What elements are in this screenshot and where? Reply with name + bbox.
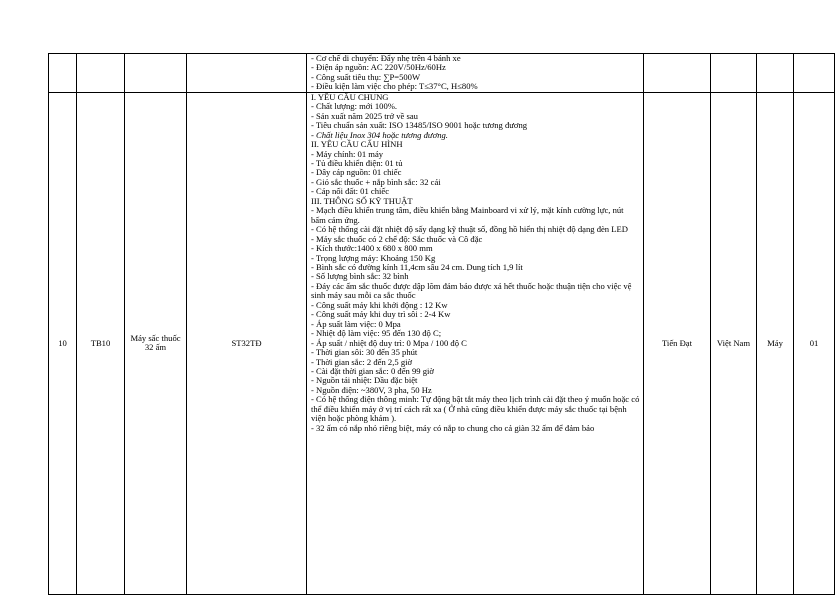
spec-line: - Kích thước:1400 x 680 x 800 mm xyxy=(311,243,433,254)
spec-line: - Có hệ thống điện thông minh: Tự động bật tắt máy theo lịch trình cài đặt theo ý muốn hoặc có thể điều khiển máy ở vị trí cách rất xa ( Ở nhà cũng điều khiển được máy sắc thuốc tại bệnh viện hoặc phòng khám ). xyxy=(311,394,640,424)
spec-lines xyxy=(311,93,640,545)
spec-line: - Mạch điều khiển trung tâm, điều khiển bằng Mainboard vi xử lý, mặt kính cường lực, nút bấm cảm ứng. xyxy=(311,205,624,225)
spec-line: - Bình sắc có đường kính 11,4cm sâu 24 cm. Dung tích 1,9 lít xyxy=(311,261,523,272)
spec-table xyxy=(48,53,835,595)
table-row-prev xyxy=(49,54,835,93)
manufacturer-cell: Tiến Đạt xyxy=(644,92,711,594)
spec-line: - Giỏ sắc thuốc + nắp bình sắc: 32 cái xyxy=(311,176,441,187)
cell-empty xyxy=(711,54,757,93)
spec-line: - Số lượng bình sắc: 32 bình xyxy=(311,271,409,282)
spec-line: - Thời gian sắc: 2 đến 2,5 giờ xyxy=(311,356,413,367)
spec-line: - Nhiệt độ làm việc: 95 đến 130 độ C; xyxy=(311,328,442,339)
spec-line: - Máy sắc thuốc có 2 chế độ: Sắc thuốc và Cô đặc xyxy=(311,233,483,244)
spec-cell xyxy=(307,92,644,594)
spec-line: - Cáp nối đất: 01 chiếc xyxy=(311,186,390,197)
spec-line: - Áp suất / nhiệt độ duy trì: 0 Mpa / 100 độ C xyxy=(311,337,467,348)
cell-empty xyxy=(187,54,307,93)
model-cell: ST32TĐ xyxy=(187,92,307,594)
spec-line: - Nguồn điện: ~380V, 3 pha, 50 Hz xyxy=(311,384,432,395)
spec-line: - Máy chính: 01 máy xyxy=(311,148,384,159)
cell-empty xyxy=(49,54,77,93)
spec-line: - Nguồn tải nhiệt: Dầu đặc biệt xyxy=(311,375,418,386)
spec-line: - Công suất máy khi duy trì sôi : 2-4 Kw xyxy=(311,309,451,320)
spec-line: - Có hệ thống cài đặt nhiệt độ sấy dạng kỹ thuật số, đồng hồ hiển thị nhiệt độ dạng đèn LED xyxy=(311,224,628,235)
cell-empty xyxy=(757,54,794,93)
spec-line: - Sản xuất năm 2025 trở về sau xyxy=(311,110,418,121)
quantity-cell: 01 xyxy=(794,92,835,594)
origin-cell: Việt Nam xyxy=(711,92,757,594)
spec-line: - Thời gian sôi: 30 đến 35 phút xyxy=(311,347,418,358)
spec-line: - Điều kiện làm việc cho phép: T≤37°C, H≤80% xyxy=(311,81,478,92)
spec-line: - Tiêu chuẩn sản xuất: ISO 13485/ISO 9001 hoặc tương đương xyxy=(311,120,528,131)
spec-line: III. THÔNG SỐ KỸ THUẬT xyxy=(311,195,413,206)
spec-line: - Điện áp nguồn: AC 220V/50Hz/60Hz xyxy=(311,62,446,73)
prev-spec-cell xyxy=(307,54,644,93)
spec-line: II. YÊU CẦU CẤU HÌNH xyxy=(311,139,403,150)
spec-line: - Chất lượng: mới 100%. xyxy=(311,101,398,112)
cell-empty xyxy=(794,54,835,93)
cell-empty xyxy=(125,54,187,93)
code-cell: TB10 xyxy=(77,92,125,594)
spec-line: - Cài đặt thời gian sắc: 0 đến 99 giờ xyxy=(311,365,434,376)
spec-line: - Công suất máy khi khởi động : 12 Kw xyxy=(311,299,448,310)
unit-cell: Máy xyxy=(757,92,794,594)
name-cell: Máy sấc thuốc 32 ấm xyxy=(125,92,187,594)
stt-cell: 10 xyxy=(49,92,77,594)
spec-line: - Tủ điều khiển điện: 01 tủ xyxy=(311,157,403,168)
table-row-item xyxy=(49,92,835,594)
spec-line: - Chất liệu Inox 304 hoặc tương đương. xyxy=(311,129,448,140)
spec-line: - 32 ấm có nắp nhỏ riêng biệt, máy có nắp to chung cho cả giàn 32 ấm để đảm bảo xyxy=(311,422,595,433)
spec-line: - Đáy các ấm sắc thuốc được dập lõm đảm bảo được xả hết thuốc hoặc thuận tiện cho việc vệ sinh máy sau mỗi ca sắc thuốc xyxy=(311,280,632,301)
spec-line: - Áp suất làm việc: 0 Mpa xyxy=(311,318,401,329)
cell-empty xyxy=(644,54,711,93)
spec-line: - Trọng lượng máy: Khoảng 150 Kg xyxy=(311,252,436,263)
spec-line: - Dây cáp nguồn: 01 chiếc xyxy=(311,167,402,178)
spec-line: I. YÊU CẦU CHUNG xyxy=(311,91,389,102)
spec-line: - Cơ chế di chuyển: Đẩy nhẹ trên 4 bánh xe xyxy=(311,53,461,63)
spec-line: - Công suất tiêu thụ: ∑P=500W xyxy=(311,71,421,82)
cell-empty xyxy=(77,54,125,93)
